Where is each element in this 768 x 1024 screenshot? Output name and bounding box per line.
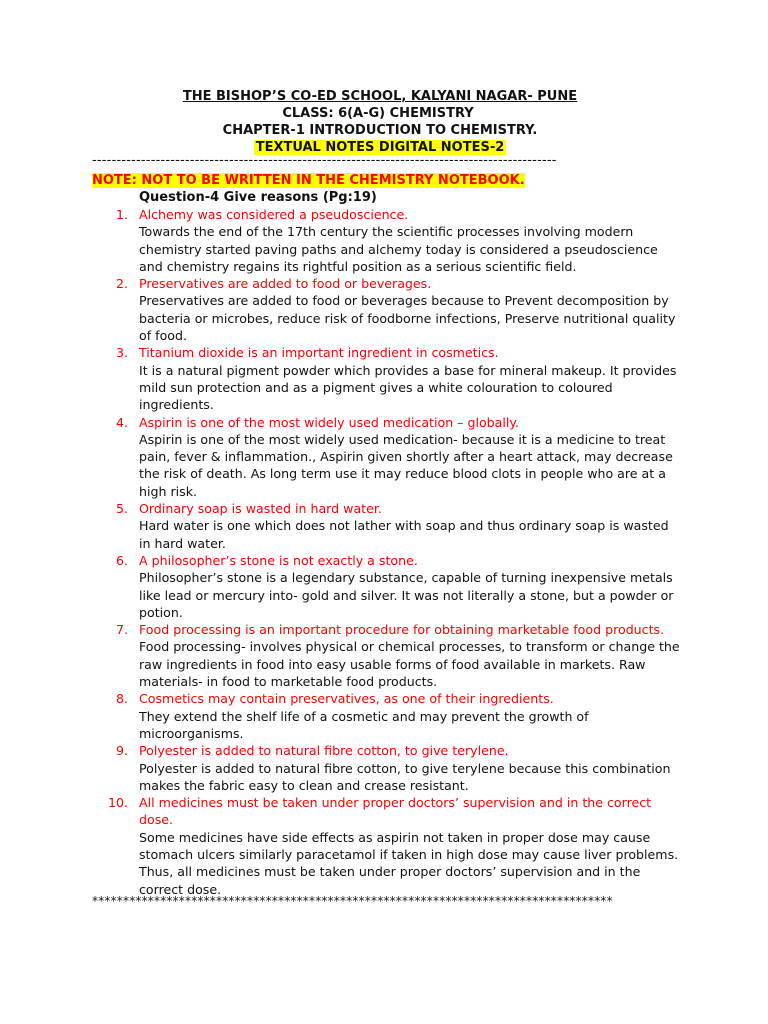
dashed-separator: ----------------------------------------------------------------------------------------------- — [92, 154, 557, 168]
item-number: 4. — [115, 414, 128, 430]
item-number: 3. — [115, 345, 128, 361]
list-item — [92, 500, 682, 552]
item-answer: Food processing- involves physical or chemical processes, to transform or change the raw ingredients in food into easy usable forms of food available in markets. Raw materials- in food to marketable food products. — [139, 639, 680, 690]
item-question: Aspirin is one of the most widely used medication – globally. — [139, 414, 520, 430]
list-item — [92, 414, 682, 500]
item-question: A philosopher’s stone is not exactly a stone. — [139, 552, 418, 568]
item-question: Ordinary soap is wasted in hard water. — [139, 501, 382, 517]
item-number: 9. — [115, 743, 128, 759]
item-question: Food processing is an important procedure for obtaining marketable food products. — [139, 622, 665, 638]
list-item — [92, 794, 682, 898]
list-item — [92, 742, 682, 794]
item-answer: Philosopher’s stone is a legendary substance, capable of turning inexpensive metals like lead or mercury into- gold and silver. It was not literally a stone, but a powder or potion. — [139, 570, 674, 620]
item-number: 2. — [115, 276, 128, 292]
list-item — [92, 621, 682, 690]
note-banner — [92, 172, 525, 189]
star-separator: ************************************************************************************ — [92, 894, 613, 908]
item-question: Polyester is added to natural fibre cotton, to give terylene. — [139, 743, 509, 759]
item-number: 1. — [115, 207, 128, 222]
item-answer: Aspirin is one of the most widely used medication- because it is a medicine to treat pain, fever & inflammation., Aspirin given shortly after a heart attack, may decrease the risk of death. As long term use it may reduce blood clots in people who are at a high risk. — [139, 431, 673, 499]
item-question: Cosmetics may contain preservatives, as one of their ingredients. — [139, 691, 554, 707]
item-answer: They extend the shelf life of a cosmetic and may prevent the growth of microorganisms. — [139, 708, 589, 741]
item-question: Titanium dioxide is an important ingredient in cosmetics. — [139, 345, 499, 361]
item-number: 10. — [107, 795, 128, 811]
item-answer: It is a natural pigment powder which provides a base for mineral makeup. It provides mild sun protection and as a pigment gives a white colouration to coloured ingredients. — [139, 362, 677, 413]
reasons-list — [92, 206, 682, 898]
item-number: 8. — [115, 691, 128, 707]
question-heading: Question-4 Give reasons (Pg:19) — [139, 190, 377, 205]
item-answer: Hard water is one which does not lather with soap and thus ordinary soap is wasted in hard water. — [139, 518, 669, 551]
item-question: Alchemy was considered a pseudoscience. — [139, 207, 409, 222]
item-answer: Polyester is added to natural fibre cotton, to give terylene because this combination makes the fabric easy to clean and crease resistant. — [139, 760, 671, 793]
list-item — [92, 275, 682, 344]
item-number: 7. — [115, 622, 128, 638]
list-item — [92, 206, 682, 275]
list-item — [92, 344, 682, 413]
list-item — [92, 690, 682, 742]
item-number: 5. — [115, 501, 128, 517]
item-answer: Towards the end of the 17th century the scientific processes involving modern chemistry started paving paths and alchemy today is considered a pseudoscience and chemistry regains its rightful position as a serious scientific field. — [139, 224, 658, 274]
item-question: All medicines must be taken under proper doctors’ supervision and in the correct dose. — [139, 795, 652, 828]
chapter-heading: CHAPTER-1 INTRODUCTION TO CHEMISTRY. — [222, 123, 538, 138]
list-item — [92, 552, 682, 621]
item-answer: Some medicines have side effects as aspirin not taken in proper dose may cause stomach ulcers similarly paracetamol if taken in high dose may cause liver problems. Thus, all medicines must be taken under proper doctors’ supervision and in the correct dose. — [139, 829, 679, 897]
item-number: 6. — [115, 552, 128, 568]
school-name: THE BISHOP’S CO-ED SCHOOL, KALYANI NAGAR- PUNE — [182, 89, 578, 104]
notes-heading-text: TEXTUAL NOTES DIGITAL NOTES-2 — [255, 140, 505, 155]
class-heading: CLASS: 6(A-G) CHEMISTRY — [282, 106, 474, 121]
item-question: Preservatives are added to food or beverages. — [139, 276, 432, 292]
item-answer: Preservatives are added to food or beverages because to Prevent decomposition by bacteria or microbes, reduce risk of foodborne infections, Preserve nutritional quality of food. — [139, 293, 676, 344]
note-text: NOTE: NOT TO BE WRITTEN IN THE CHEMISTRY NOTEBOOK. — [92, 173, 525, 188]
